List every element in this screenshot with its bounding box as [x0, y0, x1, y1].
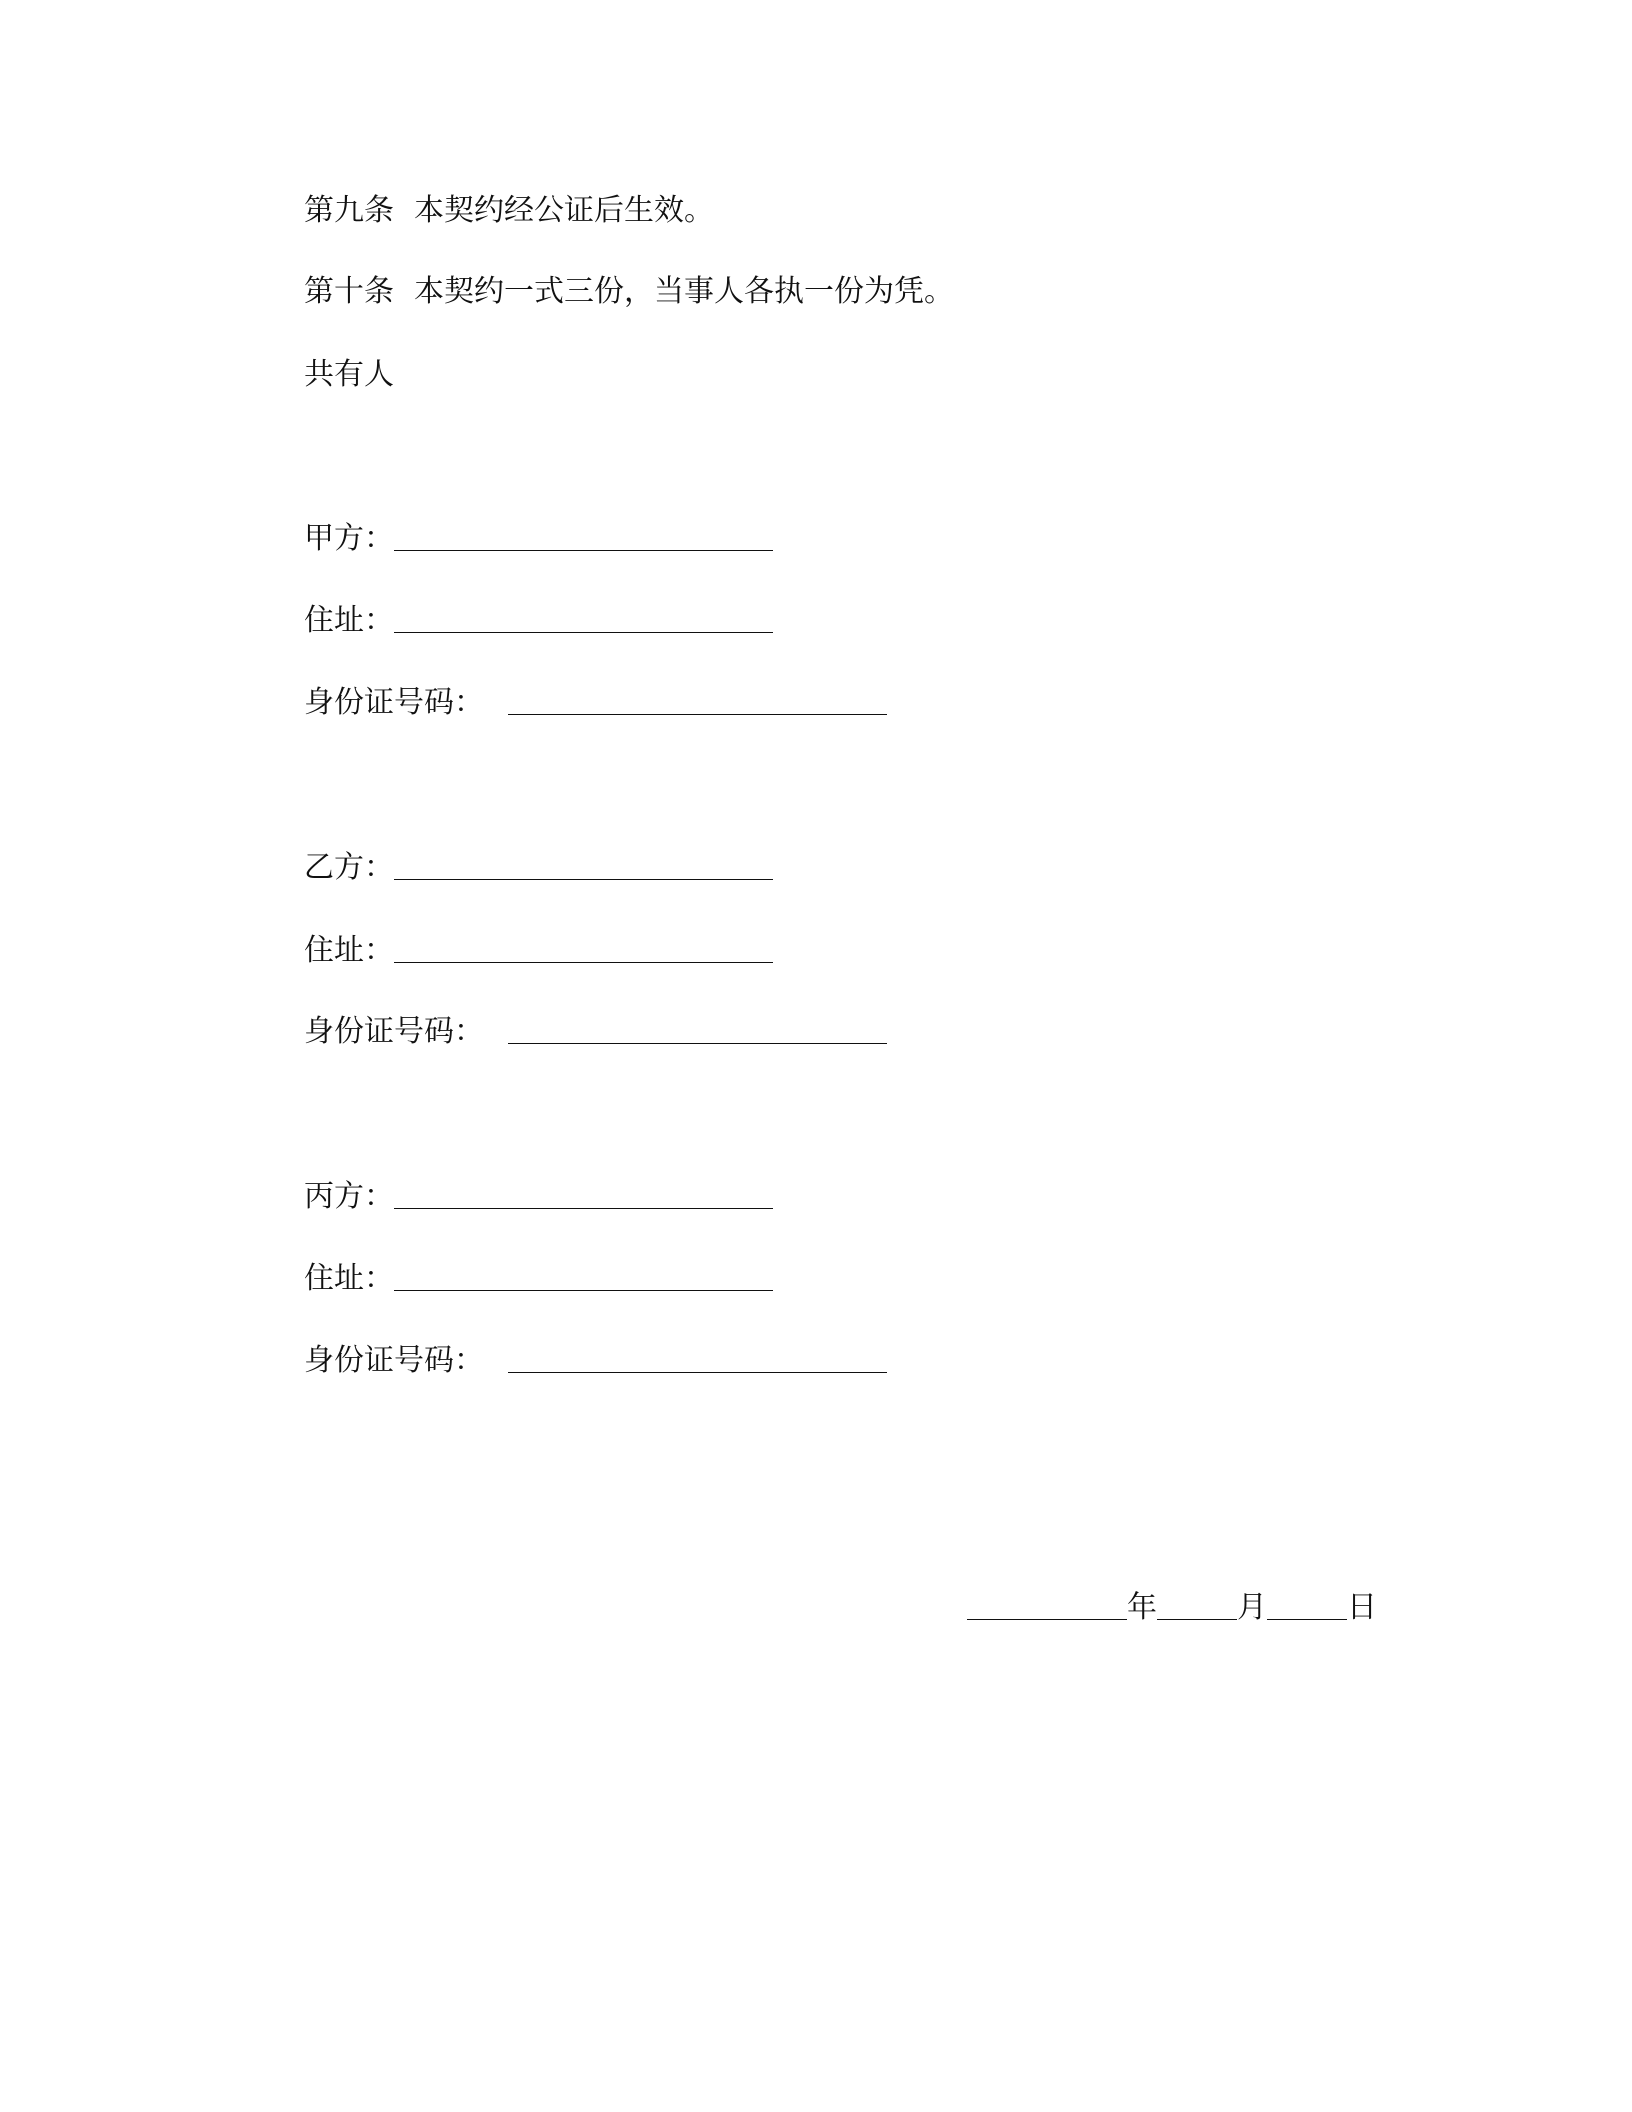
date-month-label: 月	[1237, 1590, 1267, 1625]
party-b-id-row	[304, 1014, 887, 1049]
date-year-label: 年	[1127, 1590, 1157, 1625]
party-c-name-blank	[394, 1208, 773, 1209]
party-a-id-row	[304, 685, 887, 720]
party-b-name-row	[304, 850, 773, 885]
co-owners-heading: 共有人	[304, 357, 394, 392]
party-c-name-row	[304, 1179, 773, 1214]
party-a-address-row	[304, 603, 773, 638]
party-c-address-blank	[394, 1290, 773, 1291]
date-row	[967, 1590, 1377, 1625]
party-b-id-label: 身份证号码：	[304, 1014, 484, 1049]
date-day-blank	[1267, 1619, 1347, 1620]
party-a-address-label: 住址：	[304, 603, 394, 638]
date-day-label: 日	[1347, 1590, 1377, 1625]
party-a-address-blank	[394, 632, 773, 633]
party-b-name-blank	[394, 879, 773, 880]
party-a-name-row	[304, 521, 773, 556]
party-c-id-label: 身份证号码：	[304, 1343, 484, 1378]
party-b-id-blank	[508, 1043, 887, 1044]
party-c-id-blank	[508, 1372, 887, 1373]
article-9-text: 本契约经公证后生效。	[414, 193, 714, 228]
party-b-name-label: 乙方：	[304, 850, 394, 885]
party-a-name-label: 甲方：	[304, 521, 394, 556]
party-b-address-label: 住址：	[304, 933, 394, 968]
date-month-blank	[1157, 1619, 1237, 1620]
party-a-id-label: 身份证号码：	[304, 685, 484, 720]
party-b-address-row	[304, 933, 773, 968]
article-10	[304, 274, 954, 309]
article-10-label: 第十条	[304, 274, 394, 309]
party-b-address-blank	[394, 962, 773, 963]
party-a-id-blank	[508, 714, 887, 715]
party-c-id-row	[304, 1343, 887, 1378]
party-a-name-blank	[394, 550, 773, 551]
article-9	[304, 193, 714, 228]
date-year-blank	[967, 1619, 1127, 1620]
party-c-address-row	[304, 1261, 773, 1296]
article-10-text: 本契约一式三份，当事人各执一份为凭。	[414, 274, 954, 309]
party-c-name-label: 丙方：	[304, 1179, 394, 1214]
party-c-address-label: 住址：	[304, 1261, 394, 1296]
article-9-label: 第九条	[304, 193, 394, 228]
